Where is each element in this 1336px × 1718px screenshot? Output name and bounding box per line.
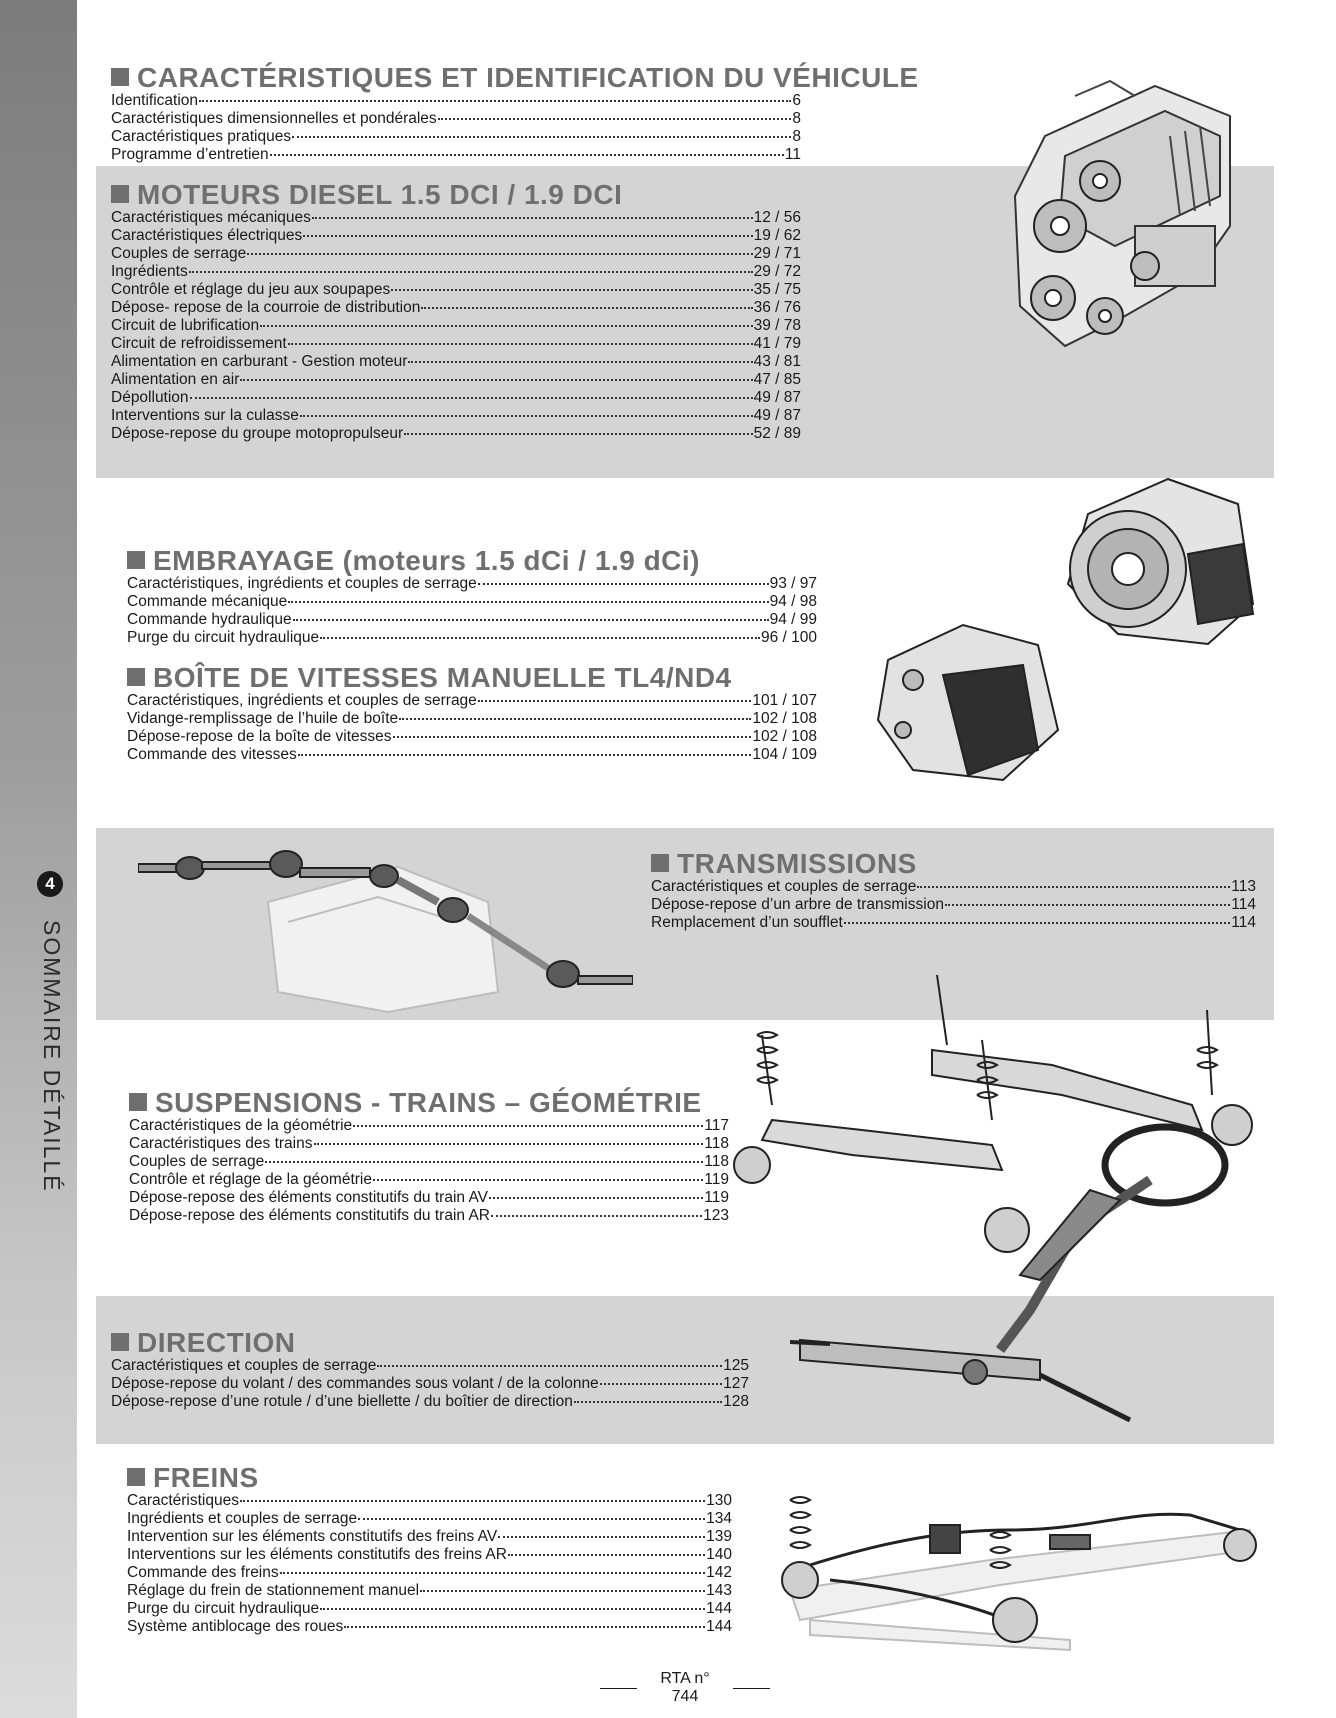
- footer-text: RTA n° 744: [660, 1670, 710, 1705]
- toc-item[interactable]: Caractéristiques dimensionnelles et pondérales 8: [111, 110, 801, 127]
- gearbox-illustration: [873, 620, 1063, 785]
- toc-list: [111, 1357, 749, 1411]
- driveshaft-illustration: [138, 842, 633, 1014]
- toc-item[interactable]: Intervention sur les éléments constitutifs des freins AV 139: [127, 1528, 732, 1545]
- toc-item[interactable]: Dépose-repose du volant / des commandes sous volant / de la colonne 127: [111, 1375, 749, 1392]
- toc-item[interactable]: Dépose-repose des éléments constitutifs du train AV 119: [129, 1189, 729, 1206]
- toc-item[interactable]: Dépose- repose de la courroie de distribution 36 / 76: [111, 299, 801, 316]
- sidebar-title: SOMMAIRE DÉTAILLÉ: [39, 920, 65, 1193]
- toc-item[interactable]: Caractéristiques et couples de serrage 113: [651, 878, 1256, 895]
- toc-item[interactable]: Dépose-repose de la boîte de vitesses 102 / 108: [127, 728, 817, 745]
- toc-item[interactable]: Alimentation en carburant - Gestion moteur 43 / 81: [111, 353, 801, 370]
- toc-item[interactable]: Caractéristiques, ingrédients et couples de serrage 93 / 97: [127, 575, 817, 592]
- toc-item[interactable]: Caractéristiques pratiques 8: [111, 128, 801, 145]
- toc-list: [127, 692, 817, 764]
- toc-list: [111, 92, 801, 164]
- toc-item[interactable]: Identification 6: [111, 92, 801, 109]
- toc-list: [127, 575, 817, 647]
- section-title: TRANSMISSIONS: [651, 849, 1256, 878]
- section-title: BOÎTE DE VITESSES MANUELLE TL4/ND4: [127, 663, 817, 692]
- toc-item[interactable]: Interventions sur la culasse 49 / 87: [111, 407, 801, 424]
- footer-rule-left: [600, 1688, 637, 1689]
- section-caracteristiques: [111, 62, 919, 164]
- section-title: FREINS: [127, 1463, 732, 1492]
- toc-item[interactable]: Caractéristiques de la géométrie 117: [129, 1117, 729, 1134]
- section-boite-vitesses: [127, 663, 817, 764]
- toc-item[interactable]: Caractéristiques mécaniques 12 / 56: [111, 209, 801, 226]
- toc-item[interactable]: Remplacement d’un soufflet 114: [651, 914, 1256, 931]
- toc-item[interactable]: Commande des freins 142: [127, 1564, 732, 1581]
- toc-item[interactable]: Dépose-repose d’un arbre de transmission 114: [651, 896, 1256, 913]
- toc-item[interactable]: Dépose-repose du groupe motopropulseur 52 / 89: [111, 425, 801, 442]
- toc-list: [129, 1117, 729, 1225]
- toc-item[interactable]: Purge du circuit hydraulique 96 / 100: [127, 629, 817, 646]
- toc-list: [111, 209, 801, 443]
- engine-illustration: [1005, 76, 1235, 366]
- toc-item[interactable]: Dépose-repose d’une rotule / d’une biellette / du boîtier de direction 128: [111, 1393, 749, 1410]
- footer-rule-right: [733, 1688, 770, 1689]
- toc-item[interactable]: Caractéristiques des trains 118: [129, 1135, 729, 1152]
- section-title: MOTEURS DIESEL 1.5 DCI / 1.9 DCI: [111, 180, 801, 209]
- steering-illustration: [790, 1110, 1240, 1435]
- toc-item[interactable]: Réglage du frein de stationnement manuel 143: [127, 1582, 732, 1599]
- section-transmissions: [651, 849, 1256, 932]
- toc-item[interactable]: Ingrédients 29 / 72: [111, 263, 801, 280]
- clutch-illustration: [1058, 474, 1258, 654]
- section-suspensions: [129, 1088, 729, 1225]
- toc-list: [651, 878, 1256, 932]
- toc-item[interactable]: Système antiblocage des roues 144: [127, 1618, 732, 1635]
- toc-item[interactable]: Caractéristiques et couples de serrage 125: [111, 1357, 749, 1374]
- toc-list: [127, 1492, 732, 1636]
- toc-item[interactable]: Couples de serrage 29 / 71: [111, 245, 801, 262]
- toc-item[interactable]: Interventions sur les éléments constitutifs des freins AR 140: [127, 1546, 732, 1563]
- toc-item[interactable]: Couples de serrage 118: [129, 1153, 729, 1170]
- toc-item[interactable]: Alimentation en air 47 / 85: [111, 371, 801, 388]
- footer: [600, 1670, 770, 1706]
- toc-item[interactable]: Dépose-repose des éléments constitutifs du train AR 123: [129, 1207, 729, 1224]
- section-embrayage: [127, 546, 817, 647]
- section-title: EMBRAYAGE (moteurs 1.5 dCi / 1.9 dCi): [127, 546, 817, 575]
- toc-item[interactable]: Dépollution 49 / 87: [111, 389, 801, 406]
- section-freins: [127, 1463, 732, 1636]
- page-number: 4: [37, 871, 63, 897]
- toc-item[interactable]: Programme d’entretien 11: [111, 146, 801, 163]
- section-title: CARACTÉRISTIQUES ET IDENTIFICATION DU VÉHICULE: [111, 63, 801, 92]
- section-title: DIRECTION: [111, 1328, 749, 1357]
- sidebar: [0, 0, 77, 1718]
- toc-item[interactable]: Contrôle et réglage de la géométrie 119: [129, 1171, 729, 1188]
- toc-item[interactable]: Circuit de refroidissement 41 / 79: [111, 335, 801, 352]
- section-moteurs: [111, 180, 801, 443]
- toc-item[interactable]: Ingrédients et couples de serrage 134: [127, 1510, 732, 1527]
- toc-item[interactable]: Contrôle et réglage du jeu aux soupapes 35 / 75: [111, 281, 801, 298]
- toc-item[interactable]: Commande des vitesses 104 / 109: [127, 746, 817, 763]
- toc-item[interactable]: Caractéristiques électriques 19 / 62: [111, 227, 801, 244]
- toc-item[interactable]: Commande mécanique 94 / 98: [127, 593, 817, 610]
- section-direction: [111, 1328, 749, 1411]
- toc-item[interactable]: Purge du circuit hydraulique 144: [127, 1600, 732, 1617]
- section-title: SUSPENSIONS - TRAINS – GÉOMÉTRIE: [129, 1088, 729, 1117]
- toc-item[interactable]: Caractéristiques, ingrédients et couples de serrage 101 / 107: [127, 692, 817, 709]
- toc-item[interactable]: Vidange-remplissage de l’huile de boîte 102 / 108: [127, 710, 817, 727]
- toc-item[interactable]: Caractéristiques 130: [127, 1492, 732, 1509]
- toc-item[interactable]: Commande hydraulique 94 / 99: [127, 611, 817, 628]
- toc-item[interactable]: Circuit de lubrification 39 / 78: [111, 317, 801, 334]
- brakes-illustration: [770, 1470, 1270, 1655]
